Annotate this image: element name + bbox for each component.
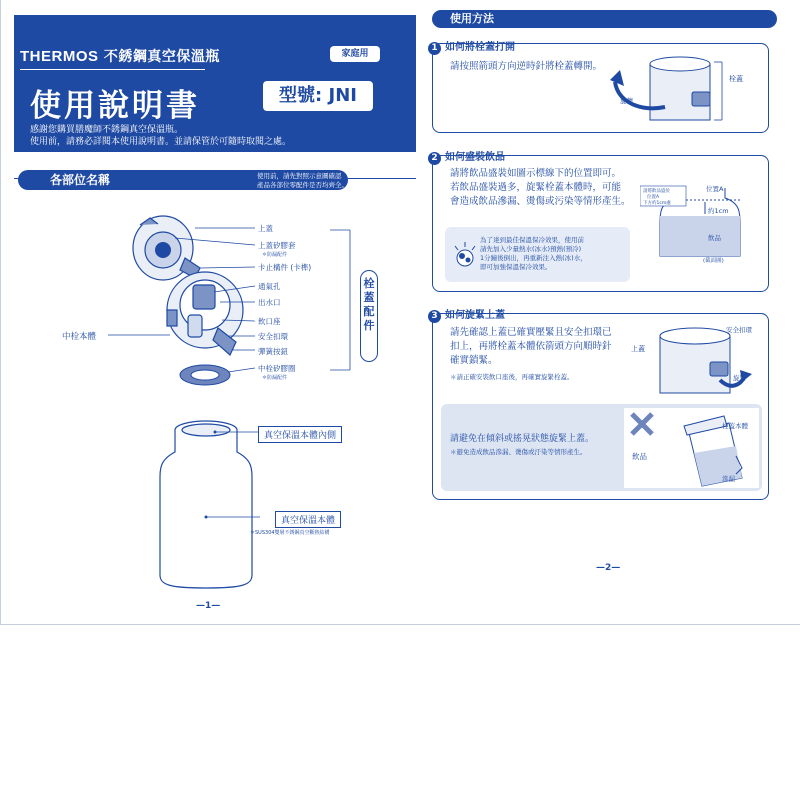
step3-warning-note: ＊避免造成飲品滲漏、燙傷或汙染等情形產生。 [450, 448, 587, 456]
usage-heading-bar [432, 10, 777, 28]
step3-fig-rotate: 旋緊 [733, 374, 746, 382]
step1-figure [610, 52, 760, 127]
brand-underline [20, 69, 205, 70]
thanks-line-1: 感謝您購買膳魔師不銹鋼真空保溫瓶。 [30, 125, 184, 135]
step2-number: 2 [428, 152, 441, 165]
step2-title: 如何盛裝飲品 [445, 152, 505, 163]
step3-warning-figure [624, 408, 759, 488]
step2-fig-note-line-1: 請將飲品盛於 [643, 189, 670, 194]
center-plug-drawing [167, 272, 243, 355]
brand-subtitle: 不銹鋼真空保溫瓶 [103, 49, 220, 65]
label-center-plug: 中栓本體 [62, 332, 97, 342]
step2-tip-line-2: 請先加入少量熱水(冰水)預熱(預冷) [480, 245, 582, 253]
step1-title: 如何將栓蓋打開 [445, 42, 515, 53]
step2-text-line-2: 若飲品盛裝過多，旋緊栓蓋本體時，可能 [450, 182, 622, 193]
label-inner-body: 真空保溫本體內側 [258, 426, 342, 443]
bottle-drawing [160, 421, 252, 588]
step3-title: 如何旋緊上蓋 [445, 310, 505, 321]
brand-logo: THERMOS [20, 48, 99, 65]
step2-fig-note-line-3: 下方約1cm處 [643, 201, 671, 206]
label-body-sub: ＊SUS304雙層不銹鋼真空斷熱結構 [250, 530, 330, 536]
usage-heading: 使用方法 [450, 12, 494, 25]
step2-fig-section: (截面圖) [703, 258, 724, 264]
step3-text-line-2: 扣上，再將栓蓋本體依箭頭方向順時針 [450, 341, 612, 352]
page-number-2: —2— [596, 563, 621, 573]
step3-fig-ring: 安全扣環 [726, 326, 752, 334]
step2-fig-1cm: 約1cm [708, 207, 729, 215]
mid-gasket-drawing [180, 365, 230, 385]
step3-note: ＊請正確安裝飲口座後，再確實旋緊栓蓋。 [450, 373, 574, 381]
step2-text-line-1: 請將飲品盛裝如圖示標線下的位置即可。 [450, 168, 622, 179]
step1-heading [428, 38, 515, 55]
step2-fig-posA: 位置A [706, 185, 724, 193]
step1-fig-rotate: 旋轉 [620, 97, 633, 105]
step3-warning-text: 請避免在傾斜或搖晃狀態旋緊上蓋。 [450, 434, 595, 444]
step3-text-line-1: 請先確認上蓋已確實壓緊且安全扣環已 [450, 327, 612, 338]
step1-fig-lid: 栓蓋 [729, 75, 743, 83]
tip-icon [452, 240, 478, 270]
label-vent: 通氣孔 [258, 282, 281, 291]
step2-fig-note [643, 189, 671, 207]
parts-note-line-2: 產品各部位零配件是否均齊全。 [257, 181, 348, 189]
household-badge: 家庭用 [330, 46, 380, 62]
brand [20, 46, 220, 66]
label-body: 真空保溫本體 [275, 511, 341, 528]
label-mid-gasket-sub: ＊防漏配件 [262, 375, 288, 381]
lid-drawing [133, 216, 200, 280]
step2-text-line-3: 會造成飲品滲漏、燙傷或污染等情形產生。 [450, 196, 631, 207]
label-lid: 上蓋 [258, 224, 273, 233]
parts-diagram [0, 190, 420, 610]
sheet-left-edge [0, 0, 1, 625]
parts-note-line-1: 使用前，請先對照示意圖確認 [257, 172, 342, 180]
label-latch: 卡止構件 (卡榫) [258, 263, 312, 272]
page-number-1: —1— [196, 601, 221, 611]
label-mouth-seat: 飲口座 [258, 317, 281, 326]
model-badge: 型號: JNI [263, 81, 373, 111]
label-lid-gasket-sub: ＊防漏配件 [262, 252, 288, 258]
parts-note [257, 172, 348, 190]
step3-text-line-3: 確實鎖緊。 [450, 355, 498, 366]
label-spring-button: 彈簧按鈕 [258, 347, 288, 356]
label-spout: 出水口 [258, 298, 281, 307]
step2-fig-drink: 飲品 [708, 234, 721, 242]
step2-tip-line-1: 為了達到最佳保溫保冷效果，使用前 [480, 236, 584, 244]
step1-text: 請按照箭頭方向逆時針將栓蓋轉開。 [450, 61, 603, 72]
step3-warning-body: 栓蓋本體 [722, 422, 748, 430]
step3-number: 3 [428, 310, 441, 323]
thanks-line-2: 使用前，請務必詳閱本使用說明書。並請保管於可隨時取閱之處。 [30, 137, 292, 147]
step2-heading [428, 148, 505, 165]
step2-text [450, 167, 631, 209]
sheet-bottom-edge [0, 624, 800, 625]
step3-text [450, 326, 612, 368]
step3-warning-leak: 滲漏 [722, 475, 735, 483]
cap-parts-label: 栓蓋配件 [360, 270, 378, 362]
step3-warning-drink: 飲品 [632, 452, 647, 461]
step3-fig-lid: 上蓋 [631, 345, 645, 353]
step2-tip [480, 236, 587, 272]
step3-heading [428, 306, 505, 323]
label-lid-gasket: 上蓋矽膠套 [258, 241, 296, 250]
manual-title: 使用說明書 [30, 88, 200, 124]
step2-tip-line-4: 即可加強保溫保冷效果。 [480, 263, 552, 271]
step1-number: 1 [428, 42, 441, 55]
step2-tip-line-3: 1分鐘後倒出，再重新注入熱(冰)水， [480, 254, 587, 262]
step2-fig-note-line-2: 位置A [647, 195, 660, 200]
label-safety-ring: 安全扣環 [258, 332, 288, 341]
label-mid-gasket: 中栓矽膠圈 [258, 364, 296, 373]
parts-heading: 各部位名稱 [50, 173, 111, 187]
